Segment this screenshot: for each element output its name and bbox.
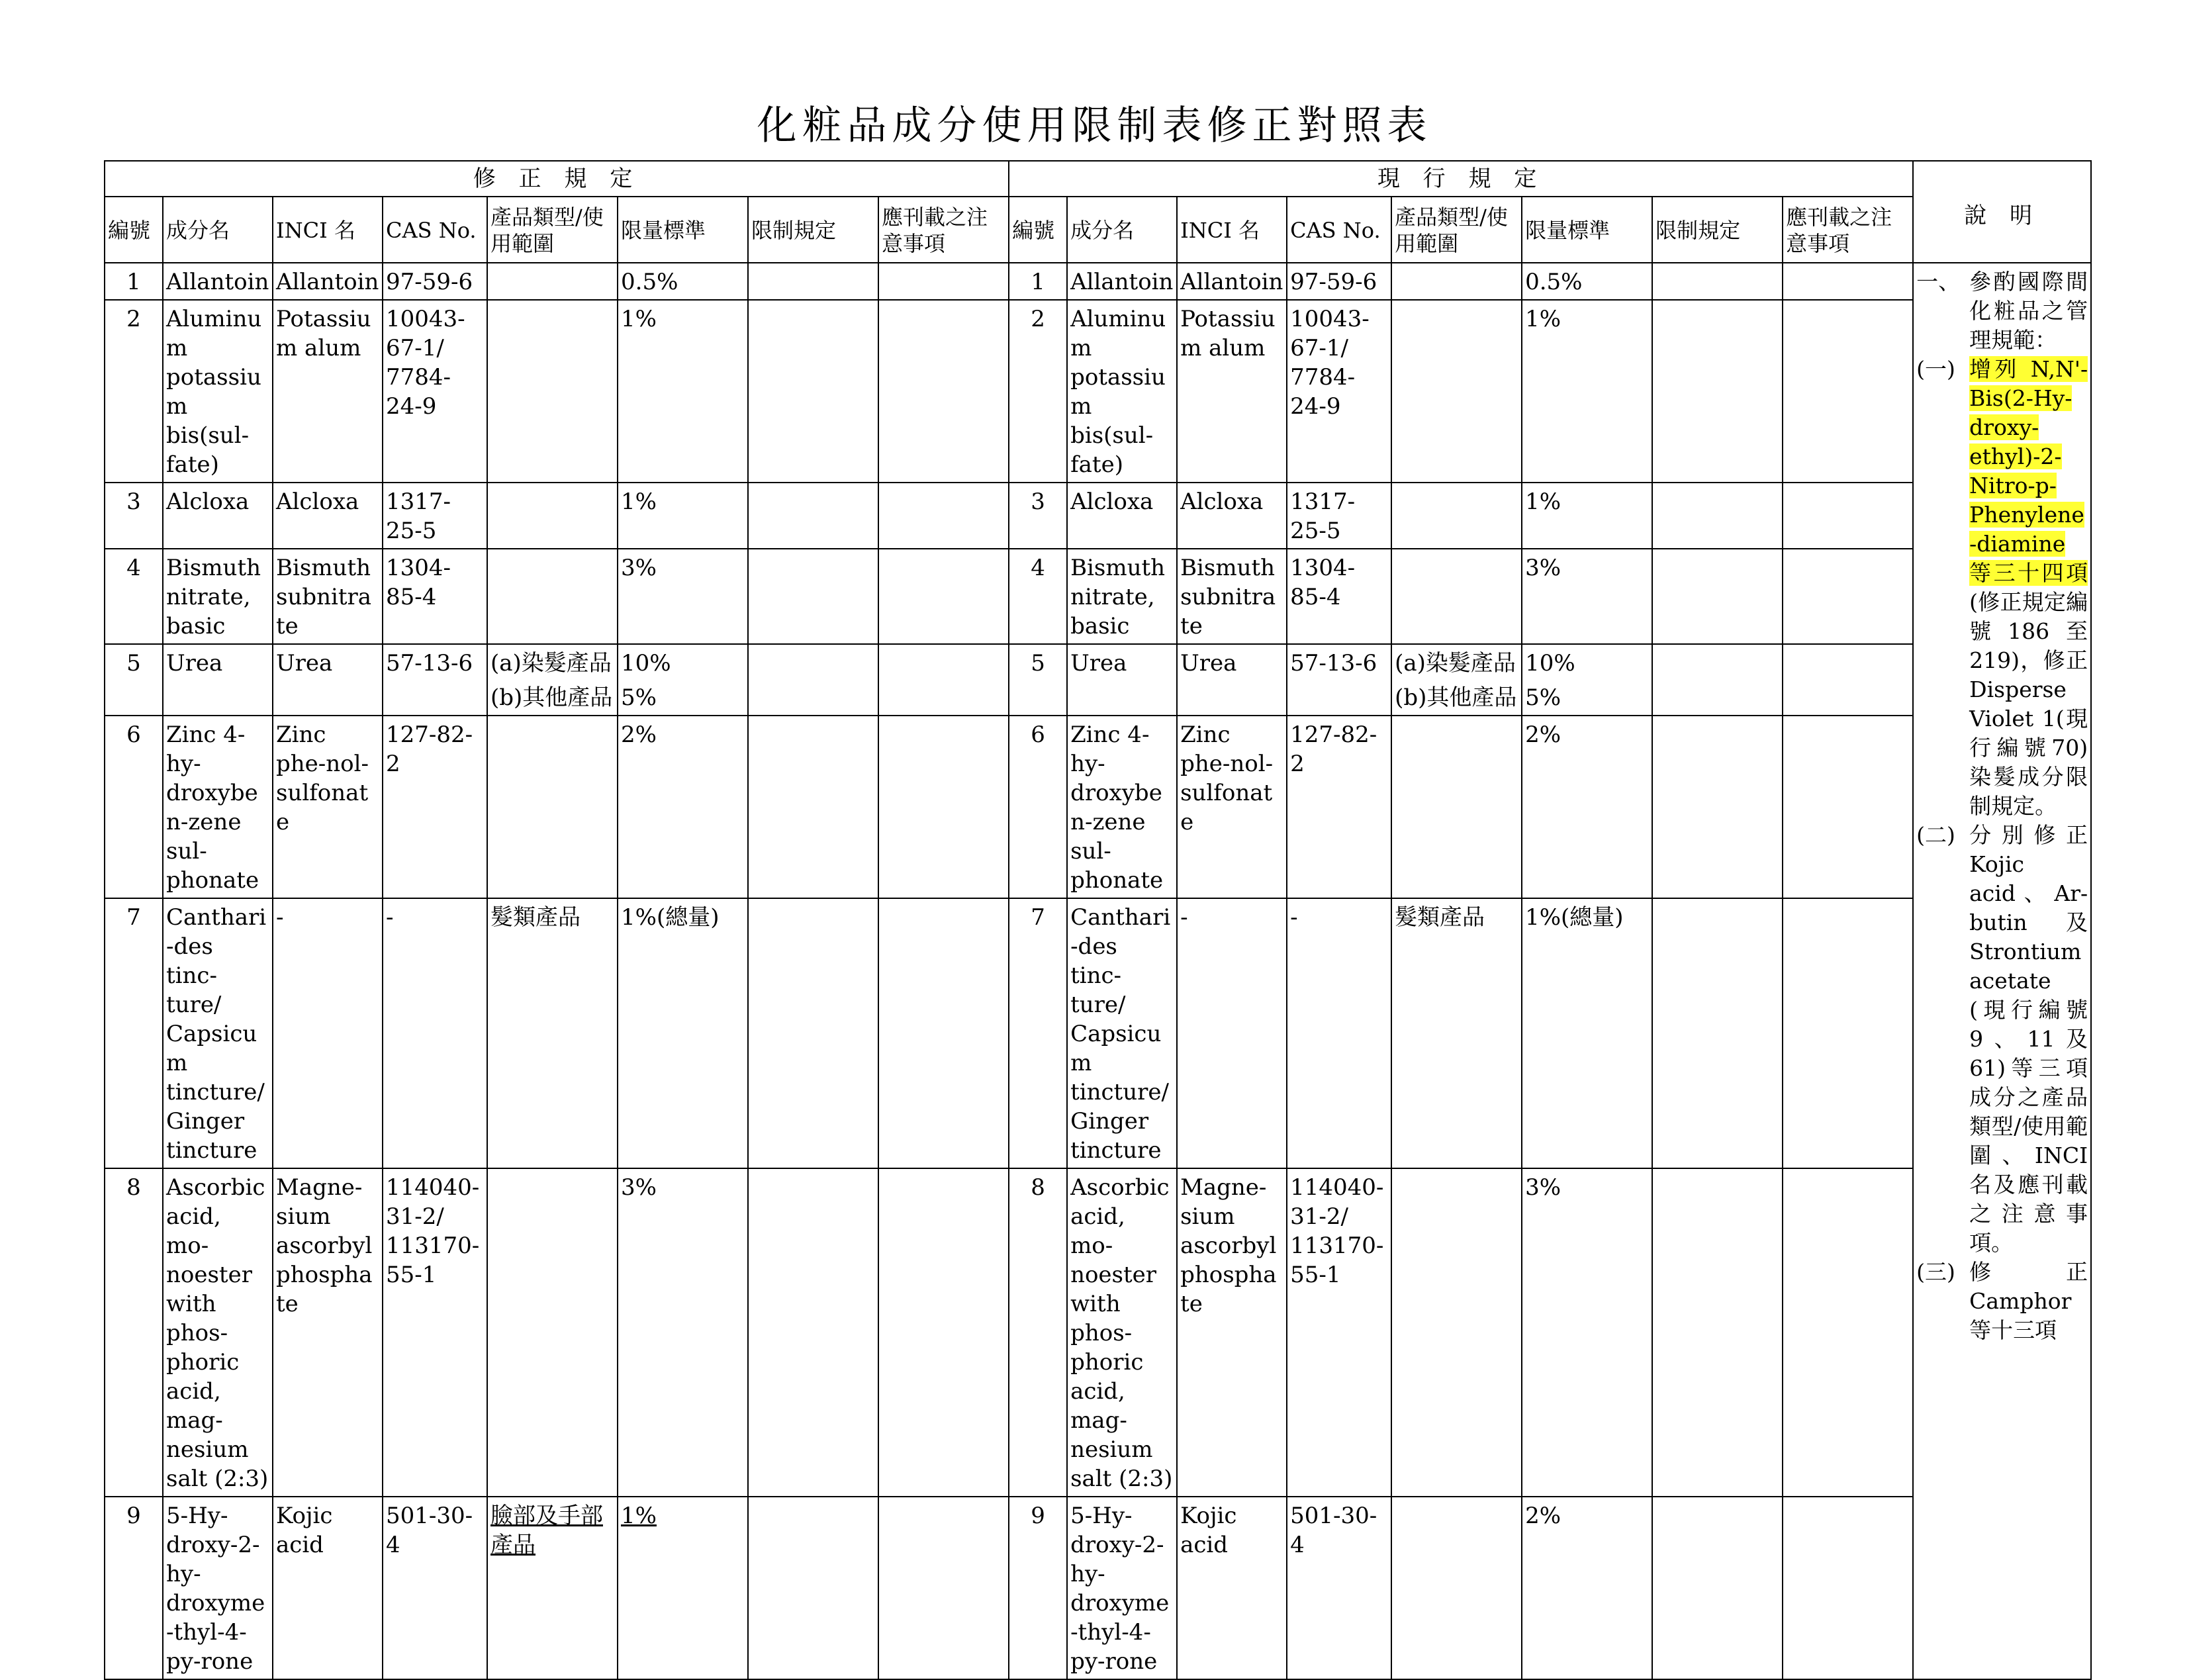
current-warning (1783, 644, 1913, 716)
revised-ingredient-name: Allantoin (163, 263, 273, 300)
revised-warning (878, 716, 1009, 898)
explanation-cell (1913, 263, 2091, 1679)
revised-cas-no: 97-59-6 (383, 263, 487, 300)
current-ingredient-name: Zinc 4-hy-droxyben-zene sul-phonate (1067, 716, 1177, 898)
revised-inci-name: - (273, 898, 383, 1168)
current-col-header-no: 編號 (1009, 197, 1067, 263)
revised-cas-no: 1317-25-5 (383, 483, 487, 549)
revised-ingredient-name: Canthari-des tinc-ture/ Capsicum tincture/ Ginger tincture (163, 898, 273, 1168)
revised-restriction (748, 483, 878, 549)
current-limit (1522, 644, 1652, 716)
revised-inci-name: Kojic acid (273, 1497, 383, 1679)
current-inci-name: Alcloxa (1177, 483, 1287, 549)
table-row (105, 716, 2091, 898)
current-cas-no: 57-13-6 (1287, 644, 1391, 716)
current-ingredient-name: Allantoin (1067, 263, 1177, 300)
current-row-no: 8 (1009, 1168, 1067, 1497)
revised-limit: 0.5% (618, 263, 748, 300)
revised-product-type (487, 300, 618, 483)
table-row (105, 644, 2091, 716)
table-row (105, 263, 2091, 300)
current-ingredient-name: 5-Hy-droxy-2-hy-droxyme-thyl-4-py-rone (1067, 1497, 1177, 1679)
current-cas-no: 114040-31-2/ 113170-55-1 (1287, 1168, 1391, 1497)
current-inci-name: Allantoin (1177, 263, 1287, 300)
current-row-no: 1 (1009, 263, 1067, 300)
current-ingredient-name: Ascorbic acid, mo-noester with phos-phoric acid, mag-nesium salt (2:3) (1067, 1168, 1177, 1497)
current-limit-item: 10% (1525, 650, 1575, 677)
current-restriction (1652, 300, 1783, 483)
revised-restriction (748, 1168, 878, 1497)
current-col-header-warning: 應刊載之注意事項 (1783, 197, 1913, 263)
revised-product-type-item: (a)染髮產品 (490, 650, 612, 677)
revised-ingredient-name: Zinc 4-hy-droxyben-zene sul-phonate (163, 716, 273, 898)
current-col-header-name: 成分名 (1067, 197, 1177, 263)
revised-limit (618, 644, 748, 716)
current-limit: 2% (1522, 1497, 1652, 1679)
current-limit: 0.5% (1522, 263, 1652, 300)
current-inci-name: Kojic acid (1177, 1497, 1287, 1679)
explanation-item-marker: (一) (1916, 356, 1955, 382)
revised-limit-item: 10% (621, 650, 671, 677)
current-warning (1783, 549, 1913, 644)
current-product-type: 髮類產品 (1391, 898, 1522, 1168)
explanation-item (1916, 267, 2088, 355)
revised-inci-name: Allantoin (273, 263, 383, 300)
revised-limit: 1%(總量) (618, 898, 748, 1168)
explanation-item-marker: (三) (1916, 1259, 1955, 1285)
revised-restriction (748, 300, 878, 483)
explanation-text: 修正 Camphor 等十三項 (1969, 1259, 2088, 1343)
revised-inci-name: Magne-sium ascorbyl phosphate (273, 1168, 383, 1497)
revised-ingredient-name: Alcloxa (163, 483, 273, 549)
current-restriction (1652, 1168, 1783, 1497)
current-inci-name: - (1177, 898, 1287, 1168)
revised-row-no: 6 (105, 716, 163, 898)
revised-section-header: 修 正 規 定 (105, 161, 1009, 197)
revised-warning (878, 549, 1009, 644)
current-cas-no: 1304-85-4 (1287, 549, 1391, 644)
current-product-type-item: (a)染髮產品 (1395, 650, 1516, 677)
current-limit: 1% (1522, 483, 1652, 549)
comparison-table (104, 160, 2092, 1680)
revised-product-type (487, 1168, 618, 1497)
current-warning (1783, 263, 1913, 300)
revised-cas-no: 114040-31-2/ 113170-55-1 (383, 1168, 487, 1497)
current-product-type (1391, 549, 1522, 644)
current-restriction (1652, 1497, 1783, 1679)
revised-row-no: 3 (105, 483, 163, 549)
revised-restriction (748, 263, 878, 300)
table-row (105, 898, 2091, 1168)
explanation-text: 參酌國際間化粧品之管理規範： (1969, 269, 2088, 353)
page-title: 化粧品成分使用限制表修正對照表 (757, 103, 1432, 149)
revised-col-header-cas: CAS No. (383, 197, 487, 263)
revised-ingredient-name: 5-Hy-droxy-2-hy-droxyme-thyl-4-py-rone (163, 1497, 273, 1679)
revised-limit: 2% (618, 716, 748, 898)
current-cas-no: 97-59-6 (1287, 263, 1391, 300)
revised-limit: 1% (618, 1497, 748, 1679)
current-product-type (1391, 644, 1522, 716)
current-limit-item: 5% (1525, 684, 1561, 711)
revised-col-header-limit: 限量標準 (618, 197, 748, 263)
current-product-type (1391, 1168, 1522, 1497)
table-row (105, 1168, 2091, 1497)
current-ingredient-name: Aluminum potassium bis(sul-fate) (1067, 300, 1177, 483)
current-product-type (1391, 300, 1522, 483)
current-row-no: 9 (1009, 1497, 1067, 1679)
current-row-no: 4 (1009, 549, 1067, 644)
current-warning (1783, 300, 1913, 483)
revised-row-no: 8 (105, 1168, 163, 1497)
explanation-text: (修正規定編號186至219)，修正 Disperse Violet 1(現行編號70)染髮成分限制規定。 (1969, 589, 2088, 819)
current-warning (1783, 898, 1913, 1168)
revised-cas-no: 1304-85-4 (383, 549, 487, 644)
current-ingredient-name: Bismuth nitrate, basic (1067, 549, 1177, 644)
revised-product-type (487, 644, 618, 716)
revised-col-header-warning: 應刊載之注意事項 (878, 197, 1009, 263)
current-row-no: 6 (1009, 716, 1067, 898)
current-restriction (1652, 644, 1783, 716)
table-row (105, 483, 2091, 549)
current-inci-name: Bismuth subnitrate (1177, 549, 1287, 644)
revised-col-header-restriction: 限制規定 (748, 197, 878, 263)
revised-inci-name: Potassium alum (273, 300, 383, 483)
current-inci-name: Zinc phe-nol-sulfonate (1177, 716, 1287, 898)
revised-row-no: 2 (105, 300, 163, 483)
revised-restriction (748, 898, 878, 1168)
revised-col-header-name: 成分名 (163, 197, 273, 263)
explanation-item (1916, 355, 2088, 821)
current-product-type (1391, 1497, 1522, 1679)
revised-warning (878, 1168, 1009, 1497)
revised-warning (878, 263, 1009, 300)
current-restriction (1652, 263, 1783, 300)
current-warning (1783, 1168, 1913, 1497)
revised-limit: 1% (618, 300, 748, 483)
current-restriction (1652, 549, 1783, 644)
table-row (105, 300, 2091, 483)
current-cas-no: 1317-25-5 (1287, 483, 1391, 549)
current-cas-no: 10043-67-1/ 7784-24-9 (1287, 300, 1391, 483)
revised-cas-no: 127-82-2 (383, 716, 487, 898)
revised-ingredient-name: Urea (163, 644, 273, 716)
revised-inci-name: Bismuth subnitrate (273, 549, 383, 644)
revised-row-no: 4 (105, 549, 163, 644)
revised-product-type: 臉部及手部產品 (487, 1497, 618, 1679)
revised-inci-name: Alcloxa (273, 483, 383, 549)
revised-product-type (487, 549, 618, 644)
revised-cas-no: 501-30-4 (383, 1497, 487, 1679)
current-limit: 3% (1522, 549, 1652, 644)
table-row (105, 549, 2091, 644)
current-limit: 1%(總量) (1522, 898, 1652, 1168)
current-product-type-item: (b)其他產品 (1395, 684, 1517, 711)
current-limit: 3% (1522, 1168, 1652, 1497)
revised-warning (878, 1497, 1009, 1679)
current-col-header-type: 產品類型/使用範圍 (1391, 197, 1522, 263)
current-restriction (1652, 898, 1783, 1168)
revised-ingredient-name: Bismuth nitrate, basic (163, 549, 273, 644)
revised-warning (878, 483, 1009, 549)
current-inci-name: Potassium alum (1177, 300, 1287, 483)
current-inci-name: Urea (1177, 644, 1287, 716)
current-product-type (1391, 483, 1522, 549)
revised-inci-name: Urea (273, 644, 383, 716)
revised-product-type-item: (b)其他產品 (490, 684, 613, 711)
current-ingredient-name: Alcloxa (1067, 483, 1177, 549)
revised-restriction (748, 549, 878, 644)
current-col-header-inci: INCI 名 (1177, 197, 1287, 263)
revised-row-no: 9 (105, 1497, 163, 1679)
revised-warning (878, 644, 1009, 716)
explanation-header-text: 說 明 (1964, 203, 2041, 229)
explanation-item (1916, 821, 2088, 1258)
revised-product-type (487, 263, 618, 300)
current-col-header-limit: 限量標準 (1522, 197, 1652, 263)
current-inci-name: Magne-sium ascorbyl phosphate (1177, 1168, 1287, 1497)
current-col-header-cas: CAS No. (1287, 197, 1391, 263)
explanation-item-marker: 一、 (1916, 269, 1961, 295)
revised-limit: 3% (618, 549, 748, 644)
revised-warning (878, 898, 1009, 1168)
current-limit: 2% (1522, 716, 1652, 898)
revised-col-header-inci: INCI 名 (273, 197, 383, 263)
explanation-item-marker: (二) (1916, 822, 1955, 848)
revised-limit-item: 5% (621, 684, 657, 711)
revised-cas-no: - (383, 898, 487, 1168)
table-row (105, 1497, 2091, 1679)
current-row-no: 3 (1009, 483, 1067, 549)
revised-row-no: 7 (105, 898, 163, 1168)
current-ingredient-name: Canthari-des tinc-ture/ Capsicum tincture/ Ginger tincture (1067, 898, 1177, 1168)
revised-ingredient-name: Aluminum potassium bis(sul-fate) (163, 300, 273, 483)
revised-restriction (748, 1497, 878, 1679)
current-warning (1783, 1497, 1913, 1679)
current-cas-no: 127-82-2 (1287, 716, 1391, 898)
revised-limit: 1% (618, 483, 748, 549)
current-row-no: 7 (1009, 898, 1067, 1168)
current-warning (1783, 716, 1913, 898)
revised-cas-no: 57-13-6 (383, 644, 487, 716)
current-product-type (1391, 716, 1522, 898)
explanation-highlight-text: 增列 N,N'-Bis(2-Hy-droxy-ethyl)-2-Nitro-p-Phenylene-diamine 等三十四項 (1969, 356, 2088, 586)
current-row-no: 2 (1009, 300, 1067, 483)
revised-restriction (748, 716, 878, 898)
revised-row-no: 1 (105, 263, 163, 300)
revised-restriction (748, 644, 878, 716)
revised-col-header-no: 編號 (105, 197, 163, 263)
current-cas-no: 501-30-4 (1287, 1497, 1391, 1679)
current-col-header-restriction: 限制規定 (1652, 197, 1783, 263)
explanation-item (1916, 1258, 2088, 1345)
revised-cas-no: 10043-67-1/ 7784-24-9 (383, 300, 487, 483)
current-warning (1783, 483, 1913, 549)
current-row-no: 5 (1009, 644, 1067, 716)
current-ingredient-name: Urea (1067, 644, 1177, 716)
revised-product-type (487, 716, 618, 898)
current-restriction (1652, 716, 1783, 898)
current-limit: 1% (1522, 300, 1652, 483)
revised-warning (878, 300, 1009, 483)
revised-inci-name: Zinc phe-nol-sulfonate (273, 716, 383, 898)
revised-ingredient-name: Ascorbic acid, mo-noester with phos-phoric acid, mag-nesium salt (2:3) (163, 1168, 273, 1497)
revised-col-header-type: 產品類型/使用範圍 (487, 197, 618, 263)
revised-limit: 3% (618, 1168, 748, 1497)
current-restriction (1652, 483, 1783, 549)
current-cas-no: - (1287, 898, 1391, 1168)
revised-product-type: 髮類產品 (487, 898, 618, 1168)
revised-product-type (487, 483, 618, 549)
revised-row-no: 5 (105, 644, 163, 716)
current-product-type (1391, 263, 1522, 300)
explanation-header (1913, 161, 2091, 263)
explanation-text: 分別修正 Kojic acid、Ar-butin 及 Strontium acetate (現行編號9、11及61)等三項成分之產品類型/使用範圍、INCI名及應刊載之注意事項。 (1969, 822, 2088, 1256)
current-section-header: 現 行 規 定 (1009, 161, 1913, 197)
